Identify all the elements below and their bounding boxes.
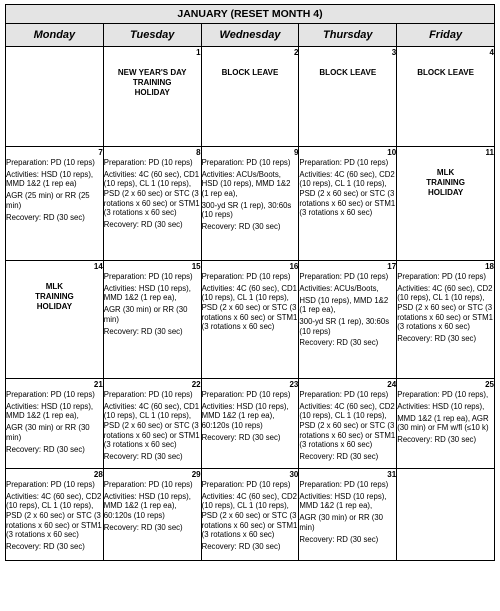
activity-line: Preparation: PD (10 reps) [299, 480, 389, 489]
day-cell [6, 469, 104, 561]
day-cell [397, 469, 495, 561]
day-number: 29 [191, 470, 201, 479]
activity-line: Recovery: RD (30 sec) [6, 212, 85, 222]
holiday-label-line: NEW YEAR'S DAY [117, 68, 187, 77]
weekday-header-row [6, 24, 495, 47]
holiday-label-line: MLK [45, 282, 64, 291]
activity-line: Recovery: RD (30 sec) [6, 444, 85, 454]
day-cell [397, 147, 495, 261]
day-number: 9 [293, 148, 299, 157]
activity-line: AGR (30 min) or RR (30 min) [299, 513, 384, 532]
day-number: 4 [489, 48, 494, 57]
day-number: 7 [98, 148, 103, 157]
holiday-label [104, 68, 201, 98]
day-cell [103, 261, 201, 379]
activity-line: Activities: 4C (60 sec), CD1 (10 reps), CL 1 (10 reps), PSD (2 x 60 sec) or STC (3 rotations x 60 sec) or STM1 (3 rotations x 60 sec) [201, 283, 298, 332]
activity-line: Recovery: RD (30 sec) [397, 333, 477, 343]
activity-line: Activities: ACUs/Boots, HSD (10 reps), MMD 1&2 (1 rep ea), [201, 169, 291, 198]
week-row-5 [6, 469, 495, 561]
day-number: 24 [387, 380, 397, 389]
day-cell [299, 379, 397, 469]
day-cell [299, 147, 397, 261]
weekday-tuesday: Tuesday [103, 24, 201, 47]
activity-line: Preparation: PD (10 reps) [397, 272, 487, 281]
holiday-label-line: BLOCK LEAVE [319, 68, 377, 77]
day-cell [6, 261, 104, 379]
activity-line: 300-yd SR (1 rep), 30:60s (10 reps) [299, 316, 390, 336]
activity-line: Recovery: RD (30 sec) [103, 326, 183, 336]
day-cell [6, 379, 104, 469]
holiday-label-line: BLOCK LEAVE [417, 68, 474, 77]
activity-line: Preparation: PD (10 reps) [299, 390, 389, 399]
day-cell [397, 379, 495, 469]
activity-line: Recovery: RD (30 sec) [103, 451, 183, 461]
activity-line: Activities: 4C (60 sec), CD2 (10 reps), CL 1 (10 reps), PSD (2 x 60 sec) or STC (3 rotations x 60 sec) or STM1 (3 rotations x 60 sec) [299, 169, 396, 218]
activity-line: AGR (30 min) or RR (30 min) [103, 305, 188, 324]
holiday-label-line: HOLIDAY [36, 302, 73, 311]
calendar-page [5, 4, 495, 608]
holiday-label-line: TRAINING [426, 178, 465, 187]
day-number: 31 [387, 470, 397, 479]
activity-line: Preparation: PD (10 reps) [201, 390, 291, 399]
activity-line: Recovery: RD (30 sec) [201, 541, 281, 551]
day-cell [299, 47, 397, 147]
day-cell [103, 147, 201, 261]
day-number: 1 [196, 48, 201, 57]
day-cell [103, 469, 201, 561]
holiday-label [397, 68, 494, 78]
activity-line: Activities: 4C (60 sec), CD2 (10 reps), CL 1 (10 reps), PSD (2 x 60 sec) or STC (3 rotations x 60 sec) or STM1 (3 rotations x 60 sec) [299, 401, 396, 450]
day-number: 22 [191, 380, 201, 389]
day-number [397, 469, 494, 470]
activity-line: Preparation: PD (10 reps) [299, 272, 389, 281]
activity-line: Activities: HSD (10 reps), MMD 1&2 (1 rep ea) [6, 169, 94, 189]
activity-line: AGR (25 min) or RR (25 min) [6, 191, 90, 210]
day-number: 3 [391, 48, 397, 57]
activity-line: HSD (10 reps), MMD 1&2 (1 rep ea), [299, 295, 389, 315]
day-cell [201, 379, 299, 469]
day-cell [6, 147, 104, 261]
activity-line: Activities: 4C (60 sec), CD2 (10 reps), CL 1 (10 reps), PSD (2 x 60 sec) or STC (3 rotations x 60 sec) or STM1 (3 rotations x 60 sec) [6, 491, 102, 540]
day-cell [103, 47, 201, 147]
day-cell [6, 47, 104, 147]
weekday-thursday: Thursday [299, 24, 397, 47]
day-number: 11 [485, 148, 494, 157]
activity-line: Activities: HSD (10 reps), [397, 401, 485, 411]
day-number: 16 [289, 262, 299, 271]
holiday-label [202, 68, 299, 78]
day-number: 25 [485, 380, 494, 389]
activity-line: Preparation: PD (10 reps) [103, 390, 193, 399]
holiday-label-line: MLK [436, 168, 455, 177]
day-number: 8 [196, 148, 201, 157]
activity-line: Activities: HSD (10 reps), MMD 1&2 (1 rep ea), [299, 491, 387, 511]
calendar-title: JANUARY (RESET MONTH 4) [6, 5, 495, 24]
activity-line: Preparation: PD (10 reps) [299, 158, 389, 167]
day-number: 10 [387, 148, 397, 157]
holiday-label [6, 282, 103, 312]
activity-line: MMD 1&2 (1 rep ea), AGR (30 min) or FM w/fl (≤10 k) [397, 413, 489, 433]
activity-line: Activities: HSD (10 reps), MMD 1&2 (1 rep ea), 60:120s (10 reps) [201, 401, 289, 430]
activity-line: Recovery: RD (30 sec) [201, 432, 281, 442]
holiday-label [299, 68, 396, 78]
holiday-label [397, 168, 494, 198]
activity-line: Activities: HSD (10 reps), MMD 1&2 (1 rep ea), 60:120s (10 reps) [103, 491, 191, 520]
day-cell [201, 47, 299, 147]
activity-line: Preparation: PD (10 reps) [103, 272, 193, 281]
activity-line: Preparation: PD (10 reps) [201, 272, 291, 281]
activity-line: Activities: 4C (60 sec), CD1 (10 reps), CL 1 (10 reps), PSD (2 x 60 sec) or STC (3 rotations x 60 sec) or STM1 (3 rotations x 60 sec) [103, 401, 200, 450]
day-number [6, 47, 103, 48]
activity-line: Preparation: PD (10 reps) [6, 158, 95, 167]
calendar-table [5, 4, 495, 561]
activity-line: Recovery: RD (30 sec) [299, 338, 379, 348]
activity-line: Activities: 4C (60 sec), CD1 (10 reps), CL 1 (10 reps), PSD (2 x 60 sec) or STC (3 rotations x 60 sec) or STM1 (3 rotations x 60 sec) [103, 169, 200, 218]
day-cell [299, 469, 397, 561]
week-row-4 [6, 379, 495, 469]
activity-line: Preparation: PD (10 reps) [103, 480, 193, 489]
activity-line: Activities: 4C (60 sec), CD2 (10 reps), CL 1 (10 reps), PSD (2 x 60 sec) or STC (3 rotations x 60 sec) or STM1 (3 rotations x 60 sec) [397, 283, 493, 332]
day-number: 2 [293, 48, 299, 57]
holiday-label-line: HOLIDAY [427, 188, 464, 197]
day-number: 17 [387, 262, 397, 271]
activity-line: Activities: 4C (60 sec), CD2 (10 reps), CL 1 (10 reps), PSD (2 x 60 sec) or STC (3 rotations x 60 sec) or STM1 (3 rotations x 60 sec) [201, 491, 298, 540]
activity-line: Preparation: PD (10 reps), [397, 390, 489, 399]
activity-line: 300-yd SR (1 rep), 30:60s (10 reps) [201, 200, 292, 220]
activity-line: Activities: HSD (10 reps), MMD 1&2 (1 rep ea), [6, 401, 94, 421]
day-cell [201, 261, 299, 379]
day-number: 28 [93, 470, 103, 479]
day-cell [299, 261, 397, 379]
activity-line: Preparation: PD (10 reps) [6, 480, 95, 489]
day-cell [201, 469, 299, 561]
week-row-1 [6, 47, 495, 147]
activity-line: Activities: ACUs/Boots, [299, 283, 379, 293]
week-row-3 [6, 261, 495, 379]
activity-line: AGR (30 min) or RR (30 min) [6, 423, 90, 442]
activity-line: Recovery: RD (30 sec) [299, 534, 379, 544]
activity-line: Activities: HSD (10 reps), MMD 1&2 (1 rep ea), [103, 283, 191, 303]
weekday-friday: Friday [397, 24, 495, 47]
day-cell [397, 47, 495, 147]
day-number: 15 [191, 262, 201, 271]
activity-line: Recovery: RD (30 sec) [299, 451, 379, 461]
day-number: 18 [485, 262, 494, 271]
day-cell [397, 261, 495, 379]
activity-line: Recovery: RD (30 sec) [201, 222, 281, 232]
activity-line: Recovery: RD (30 sec) [397, 434, 477, 444]
activity-line: Recovery: RD (30 sec) [6, 541, 85, 551]
holiday-label-line: BLOCK LEAVE [221, 68, 279, 77]
day-number: 23 [289, 380, 299, 389]
week-row-2 [6, 147, 495, 261]
activity-line: Preparation: PD (10 reps) [201, 158, 291, 167]
activity-line: Recovery: RD (30 sec) [103, 522, 183, 532]
day-number: 21 [93, 380, 103, 389]
activity-line: Preparation: PD (10 reps) [201, 480, 291, 489]
weekday-monday: Monday [6, 24, 104, 47]
day-cell [201, 147, 299, 261]
activity-line: Preparation: PD (10 reps) [6, 390, 95, 399]
day-cell [103, 379, 201, 469]
day-number: 30 [289, 470, 299, 479]
day-number: 14 [93, 262, 103, 271]
weekday-wednesday: Wednesday [201, 24, 299, 47]
holiday-label-line: HOLIDAY [134, 88, 170, 97]
activity-line: Recovery: RD (30 sec) [103, 219, 183, 229]
activity-line: Preparation: PD (10 reps) [103, 158, 193, 167]
holiday-label-line: TRAINING [132, 78, 172, 87]
holiday-label-line: TRAINING [35, 292, 74, 301]
